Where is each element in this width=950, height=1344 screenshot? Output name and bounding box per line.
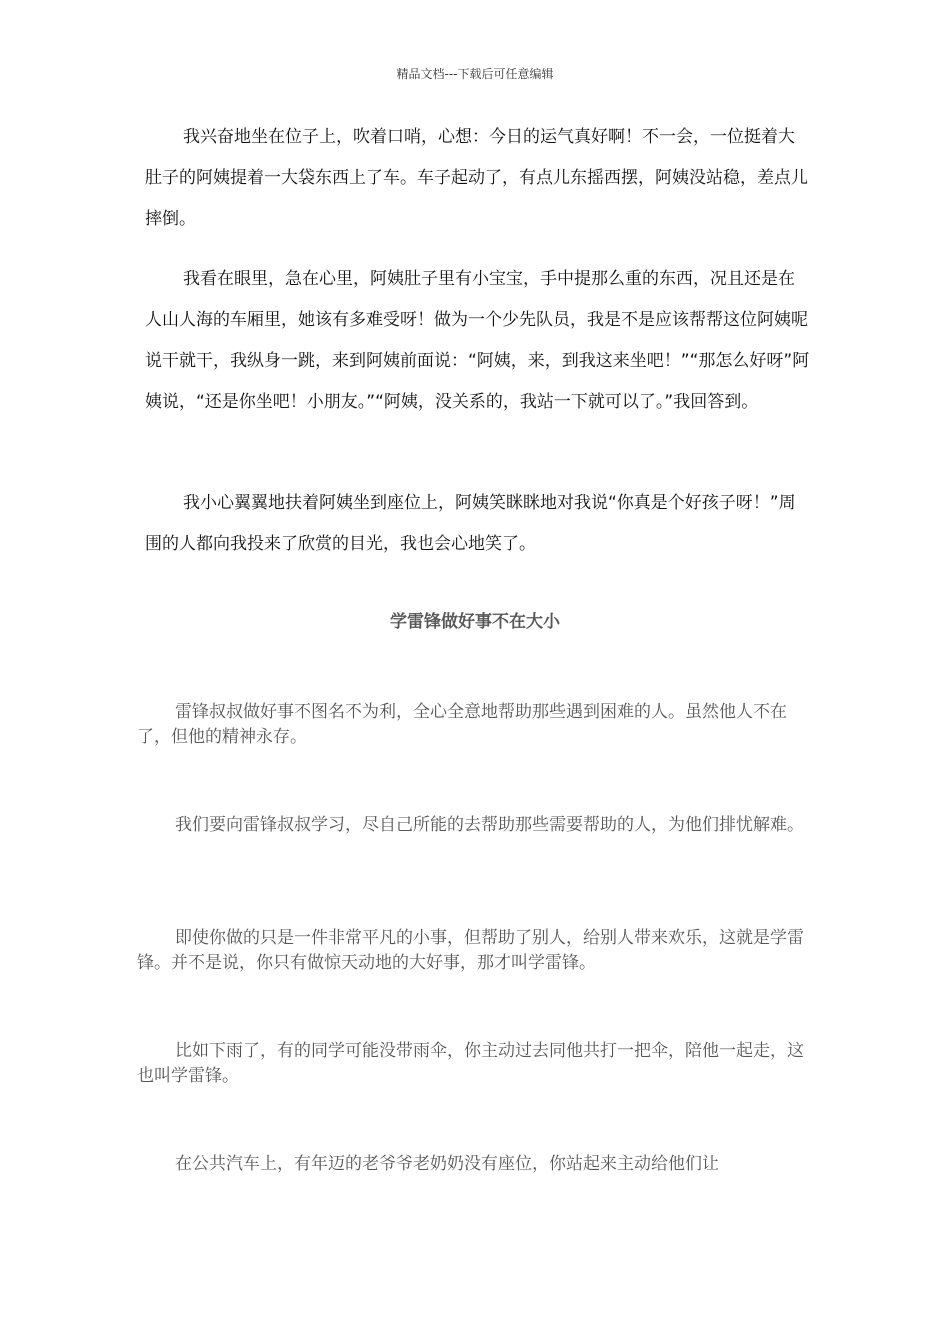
essay-paragraph: 即使你做的只是一件非常平凡的小事，但帮助了别人，给别人带来欢乐，这就是学雷锋。并不是说，你只有做惊天动地的大好事，那才叫学雷锋。 [137,928,804,973]
essay-title: 学雷锋做好事不在大小 [390,612,560,632]
story-paragraph: 我兴奋地坐在位子上，吹着口哨，心想：今日的运气真好啊！不一会，一位挺着大肚子的阿姨提着一大袋东西上了车。车子起动了，有点儿东摇西摆，阿姨没站稳，差点儿摔倒。 [145,127,808,229]
essay-paragraph: 比如下雨了，有的同学可能没带雨伞，你主动过去同他共打一把伞，陪他一起走，这也叫学雷锋。 [137,1041,804,1086]
essay-paragraph: 雷锋叔叔做好事不图名不为利，全心全意地帮助那些遇到困难的人。虽然他人不在了，但他的精神永存。 [137,702,787,747]
essay-paragraph: 我们要向雷锋叔叔学习，尽自己所能的去帮助那些需要帮助的人，为他们排忧解难。 [175,815,804,835]
page-header: 精品文档---下载后可任意编辑 [396,67,554,81]
essay-paragraph: 在公共汽车上，有年迈的老爷爷老奶奶没有座位，你站起来主动给他们让 [175,1154,719,1174]
story-paragraph: 我小心翼翼地扶着阿姨坐到座位上，阿姨笑眯眯地对我说“你真是个好孩子呀！”周围的人都向我投来了欣赏的目光，我也会心地笑了。 [145,493,796,554]
story-paragraph: 我看在眼里，急在心里，阿姨肚子里有小宝宝，手中提那么重的东西，况且还是在人山人海的车厢里，她该有多难受呀！做为一个少先队员，我是不是应该帮帮这位阿姨呢说干就干，我纵身一跳，来到阿姨前面说：“阿姨，来，到我这来坐吧！”“那怎么好呀”阿姨说，“还是你坐吧！小朋友。”“阿姨，没关系的，我站一下就可以了。”我回答到。 [145,269,810,412]
